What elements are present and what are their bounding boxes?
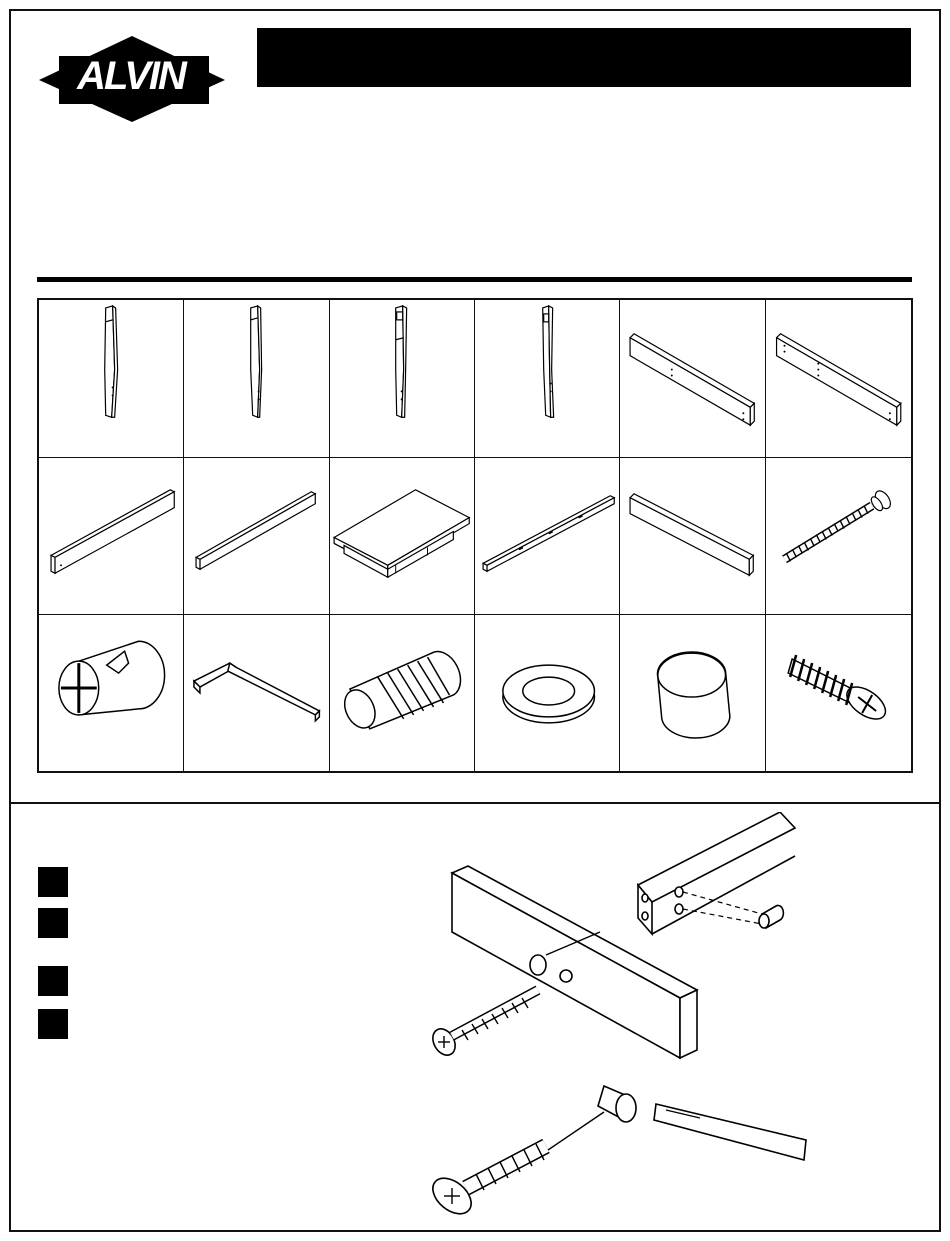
table-leg-icon [39, 300, 183, 457]
part-cell [39, 300, 184, 458]
registered-mark: ® [196, 91, 203, 101]
assembly-diagram-icon [400, 812, 900, 1227]
part-cell [766, 458, 911, 615]
step-marker-1 [38, 867, 68, 897]
part-cell [766, 615, 911, 771]
wood-dowel-icon [330, 615, 474, 771]
part-cell [330, 458, 475, 615]
part-cell [330, 300, 475, 458]
title-bar [257, 28, 911, 87]
allen-wrench-icon [184, 615, 328, 771]
part-cell [184, 615, 329, 771]
parts-grid [37, 298, 913, 773]
part-cell [620, 615, 765, 771]
part-cell [475, 458, 620, 615]
part-cell [184, 300, 329, 458]
table-leg-icon [184, 300, 328, 457]
part-cell [39, 615, 184, 771]
section-divider [37, 277, 912, 282]
part-cell [766, 300, 911, 458]
side-rail-icon [766, 300, 911, 457]
table-top-icon [330, 458, 474, 614]
logo-wordmark: ALVIN [77, 54, 185, 98]
long-rail-icon [39, 458, 183, 614]
board-icon [620, 458, 764, 614]
long-bolt-icon [766, 458, 911, 614]
table-leg-icon [475, 300, 619, 457]
part-cell [475, 615, 620, 771]
short-screw-icon [766, 615, 911, 771]
foot-cap-icon [620, 615, 764, 771]
step-marker-2 [38, 908, 68, 938]
part-cell [184, 458, 329, 615]
part-cell [475, 300, 620, 458]
slotted-rail-icon [475, 458, 619, 614]
step-marker-4 [38, 1009, 68, 1039]
part-cell [620, 300, 765, 458]
table-leg-icon [330, 300, 474, 457]
long-rail-icon [184, 458, 328, 614]
washer-icon [475, 615, 619, 771]
part-cell [620, 458, 765, 615]
part-cell [39, 458, 184, 615]
part-cell [330, 615, 475, 771]
side-rail-icon [620, 300, 764, 457]
step-marker-3 [38, 966, 68, 996]
barrel-nut-icon [39, 615, 183, 771]
